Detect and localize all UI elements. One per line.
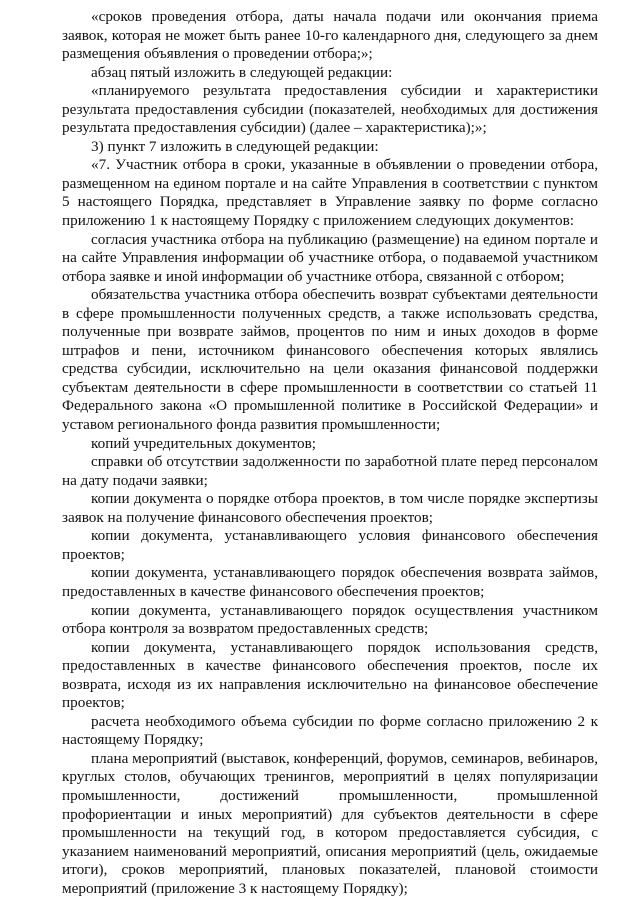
paragraph-salary-debt-certificate: справки об отсутствии задолженности по заработной плате перед персоналом на дату подачи заявки;	[62, 453, 598, 489]
paragraph-loan-repayment-procedure: копии документа, устанавливающего порядок обеспечения возврата займов, предоставленных в качестве финансового обеспечения проектов;	[62, 564, 598, 600]
paragraph-project-selection-procedure: копии документа о порядке отбора проектов, в том числе порядке экспертизы заявок на получение финансового обеспечения проектов;	[62, 490, 598, 526]
paragraph-founding-documents: копий учредительных документов;	[91, 434, 316, 452]
paragraph-events-plan: плана мероприятий (выставок, конференций, форумов, семинаров, вебинаров, круглых столов, обучающих тренингов, мероприятий в целях популяризации промышленности, достижений промышленности, промышленной профориентации и иных мероприятий) для субъектов деятельности в сфере промышленности на текущий год, в котором предоставляется субсидия, с указанием наименований мероприятий, описания мероприятий (цель, ожидаемые итоги), сроков мероприятий, плановых показателей, плановой стоимости мероприятий (приложение 3 к настоящему Порядку);	[62, 749, 599, 897]
paragraph-planned-result-quote: «планируемого результата предоставления субсидии и характеристики результата предоставления субсидии (показателей, необходимых для достижения результата предоставления субсидии) (далее – характеристика);»;	[62, 82, 598, 137]
paragraph-item-7-instruction: 3) пункт 7 изложить в следующей редакции:	[91, 137, 379, 155]
paragraph-return-control-procedure: копии документа, устанавливающего порядок осуществления участником отбора контроля за возвратом предоставленных средств;	[62, 601, 598, 638]
paragraph-funds-use-procedure: копии документа, устанавливающего порядок использования средств, предоставленных в качестве финансового обеспечения проектов, после их возврата, исходя из их направления исключительно на финансовое обеспечение проектов;	[62, 638, 598, 712]
paragraph-deadlines-quote: «сроков проведения отбора, даты начала подачи или окончания приема заявок, которая не может быть ранее 10-го календарного дня, следующего за днем размещения объявления о проведении отбора;»;	[62, 8, 598, 63]
paragraph-financing-conditions: копии документа, устанавливающего условия финансового обеспечения проектов;	[62, 527, 598, 563]
paragraph-obligation-return: обязательства участника отбора обеспечить возврат субъектами деятельности в сфере промышленности полученных средств, а также использовать средства, полученные при возврате займов, процентов по ним и иных доходов в форме штрафов и пени, источником финансового обеспечения которых являлись средства субсидии, исключительно на цели оказания финансовой поддержки субъектам деятельности в сфере промышленности в соответствии со статьей 11 Федерального закона «О промышленной политике в Российской Федерации» и уставом регионального фонда развития промышленности;	[62, 286, 598, 434]
document-page	[62, 8, 598, 898]
paragraph-clause-7: «7. Участник отбора в сроки, указанные в объявлении о проведении отбора, размещенном на едином портале и на сайте Управления в соответствии с пунктом 5 настоящего Порядка, представляет в Управление заявку по форме согласно приложению 1 к настоящему Порядку с приложением следующих документов:	[62, 156, 598, 230]
paragraph-fifth-para-instruction: абзац пятый изложить в следующей редакции:	[91, 63, 393, 81]
paragraph-subsidy-calculation: расчета необходимого объема субсидии по форме согласно приложению 2 к настоящему Порядку;	[62, 712, 598, 749]
paragraph-consent-publication: согласия участника отбора на публикацию (размещение) на едином портале и на сайте Управления информации об участнике отбора, о подаваемой участником отбора заявке и иной информации об участнике отбора, связанной с отбором;	[62, 230, 598, 285]
